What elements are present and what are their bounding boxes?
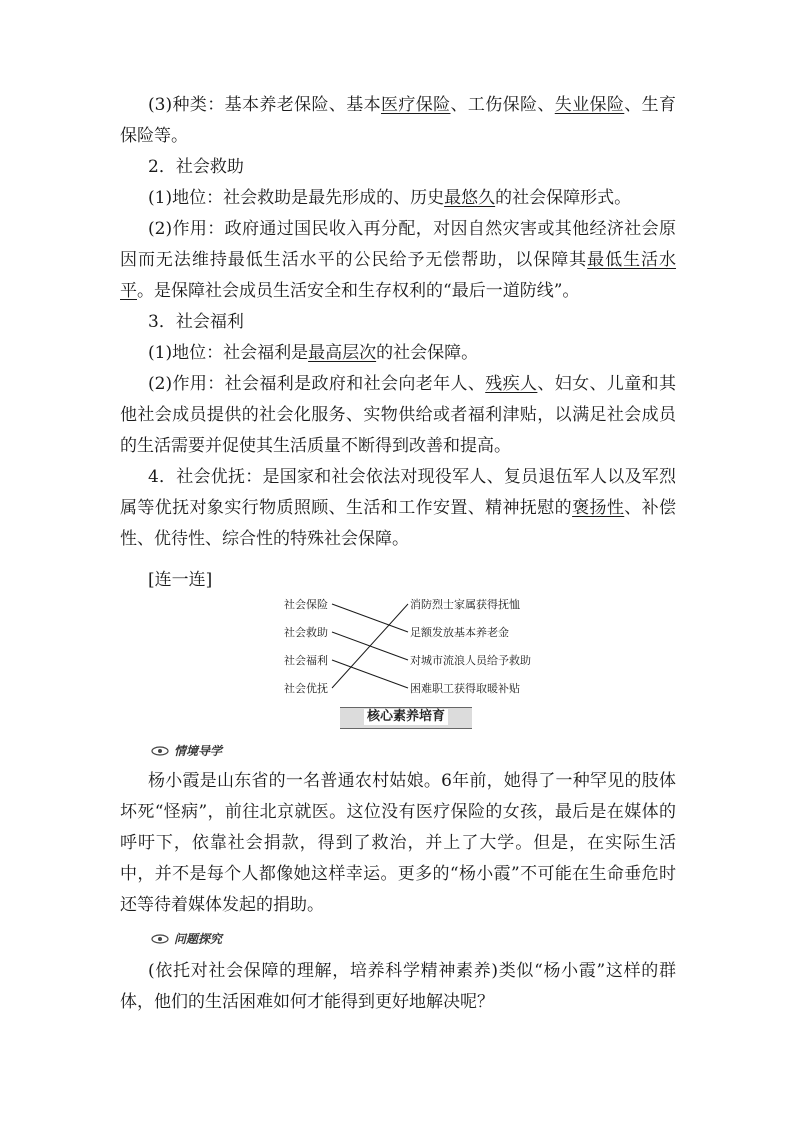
match-line (332, 604, 408, 632)
underlined-term: 残疾人 (485, 374, 538, 394)
assistance-role-paragraph (120, 214, 676, 307)
match-right-item: 对城市流浪人员给予救助 (410, 654, 531, 667)
leaf-icon (150, 933, 170, 945)
leaf-icon (150, 745, 170, 757)
match-line (332, 660, 408, 688)
social-assistance-heading: 2．社会救助 (148, 157, 244, 177)
underlined-term: 最悠久 (444, 188, 496, 208)
insurance-types-paragraph (120, 90, 676, 152)
welfare-status-paragraph (120, 338, 676, 369)
match-left-item: 社会福利 (284, 654, 328, 667)
text-span: (1)地位：社会福利是 (148, 343, 309, 363)
text-span: (1)地位：社会救助是最先形成的、历史 (148, 188, 445, 208)
matching-exercise-label: [连一连] (148, 570, 213, 590)
text-span: (3)种类：基本养老保险、基本 (148, 95, 381, 115)
text-span: 的社会保障。 (376, 343, 479, 363)
question-paragraph: (依托对社会保障的理解，培养科学精神素养)类似“杨小霞”这样的群体，他们的生活困难如何才能得到更好地解决呢？ (120, 961, 676, 1012)
underlined-term: 最低生活水平 (120, 250, 677, 301)
text-span: (2)作用：社会福利是政府和社会向老年人、 (148, 374, 486, 394)
match-right-item: 消防烈士家属获得抚恤 (410, 598, 520, 611)
match-line (332, 604, 408, 688)
match-left-item: 社会救助 (284, 626, 328, 639)
scenario-paragraph: 杨小霞是山东省的一名普通农村姑娘。6年前，她得了一种罕见的肢体坏死“怪病”，前往北京就医。这位没有医疗保险的女孩，最后是在媒体的呼吁下，依靠社会捐款，得到了救治，并上了大学。但是，在实际生活中，并不是每个人都像她这样幸运。更多的“杨小霞”不可能在生命垂危时还等待着媒体发起的捐助。 (120, 771, 676, 915)
question-label (150, 930, 222, 948)
matching-diagram (270, 590, 560, 700)
text-span: 、工伤保险、 (450, 95, 555, 115)
match-right-item: 困难职工获得取暖补贴 (410, 682, 520, 695)
text-span: (2)作用：政府通过国民收入再分配，对因自然灾害或其他经济社会原因而无法维持最低生活水平的公民给予无偿帮助，以保障其 (120, 219, 676, 270)
scenario-label (150, 742, 222, 760)
match-left-item: 社会优抚 (284, 682, 328, 695)
underlined-term: 褒扬性 (572, 498, 625, 518)
text-span: 的社会保障形式。 (495, 188, 632, 208)
social-welfare-heading: 3．社会福利 (148, 312, 244, 332)
match-left-item: 社会保险 (284, 598, 328, 611)
text-span: 、妇女、儿童和其他社会成员提供的社会化服务、实物供给或者福利津贴，以满足社会成员的生活需要并促使其生活质量不断得到改善和提高。 (120, 374, 677, 456)
text-span: 。是保障社会成员生活安全和生存权利的“最后一道防线”。 (137, 281, 580, 301)
scenario-label-text: 情境导学 (174, 744, 223, 758)
banner-title: 核心素养培育 (366, 709, 445, 724)
assistance-status-paragraph (120, 183, 676, 214)
text-span: 、补偿性、优待性、综合性的特殊社会保障。 (120, 498, 677, 549)
text-span: 、生育保险等。 (120, 95, 677, 146)
underlined-term: 失业保险 (554, 95, 625, 115)
match-right-item: 足额发放基本养老金 (410, 626, 509, 639)
welfare-role-paragraph (120, 369, 676, 462)
underlined-term: 医疗保险 (380, 95, 451, 115)
social-care-paragraph (120, 462, 676, 555)
underlined-term: 最高层次 (308, 343, 377, 363)
core-literacy-banner (340, 707, 472, 727)
text-span: 4．社会优抚：是国家和社会依法对现役军人、复员退伍军人以及军烈属等优抚对象实行物质照顾、生活和工作安置、精神抚慰的 (120, 467, 676, 518)
question-label-text: 问题探究 (174, 932, 223, 946)
